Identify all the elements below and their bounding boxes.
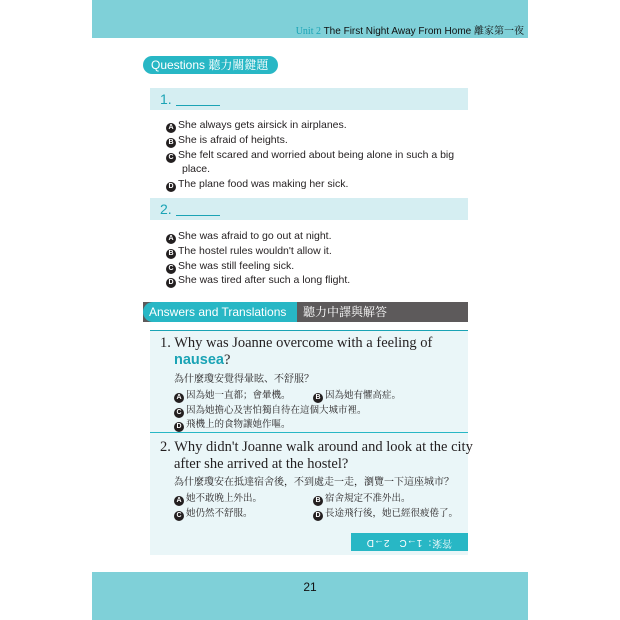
option-badge: D — [166, 182, 176, 192]
q2-option-b: B The hostel rules wouldn't allow it. — [166, 244, 332, 259]
option-badge: C — [166, 264, 176, 274]
a1-translation: 為什麼瓊安覺得暈眩、不舒服？ — [174, 374, 314, 385]
a1-question-line1: 1. Why was Joanne overcome with a feeling of — [160, 335, 433, 351]
a2-option-c: C 她仍然不舒服。 — [174, 505, 253, 521]
q2-option-c: C She was still feeling sick. — [166, 259, 294, 274]
a1-option-a: A 因為她一直都；會暈機。 — [174, 387, 291, 403]
a2-option-a: A 她不敢晚上外出。 — [174, 490, 262, 506]
unit-label: Unit 2 — [295, 26, 321, 37]
question-1-bar — [150, 88, 468, 110]
q2-option-a: A She was afraid to go out at night. — [166, 229, 332, 244]
q1-option-d: D The plane food was making her sick. — [166, 177, 348, 192]
a1-option-d: D 飛機上的食物讓她作嘔。 — [174, 416, 291, 432]
answer-divider — [150, 432, 468, 433]
a2-translation: 為什麼瓊安在抵達宿舍後，不到處走一走，瀏覽一下這座城市？ — [174, 477, 454, 488]
q1-option-c: C She felt scared and worried about being alone in such a big — [166, 148, 454, 163]
question-2-number: 2. — [150, 198, 468, 220]
running-header — [296, 22, 524, 37]
option-badge: D — [166, 278, 176, 288]
a1-option-c: C 因為她擔心及害怕獨自待在這個大城市裡。 — [174, 402, 367, 418]
answer-key-text: 答案：1→C 2→D — [366, 537, 453, 548]
option-badge: C — [166, 153, 176, 163]
answer-blank — [176, 93, 220, 106]
keyword: nausea — [174, 352, 224, 368]
a2-question-line2: after she arrived at the hostel? — [174, 456, 349, 472]
option-badge: B — [166, 249, 176, 259]
a1-question-line2: nausea? — [174, 352, 231, 368]
answers-heading-en: Answers and Translations — [143, 302, 297, 322]
a1-option-b: B 因為她有懼高症。 — [313, 387, 401, 403]
a2-question-line1: 2. Why didn't Joanne walk around and look at the city — [160, 439, 473, 455]
option-badge: A — [166, 234, 176, 244]
questions-heading: Questions 聽力關鍵題 — [143, 56, 278, 74]
answer-blank — [176, 203, 220, 216]
q1-option-c-continued: place. — [182, 163, 211, 175]
a2-option-b: B 宿舍規定不准外出。 — [313, 490, 411, 506]
option-badge: B — [166, 138, 176, 148]
answers-top-rule — [150, 330, 468, 331]
unit-title: The First Night Away From Home 離家第一夜 — [323, 26, 524, 37]
page-number: 21 — [303, 580, 317, 594]
a2-option-d: D 長途飛行後，她已經很疲倦了。 — [313, 505, 458, 521]
q1-option-b: B She is afraid of heights. — [166, 133, 288, 148]
question-1-number: 1. — [150, 88, 468, 110]
option-badge: A — [166, 123, 176, 133]
q1-option-a: A She always gets airsick in airplanes. — [166, 118, 347, 133]
q2-option-d: D She was tired after such a long flight. — [166, 273, 350, 288]
answers-heading-zh: 聽力中譯與解答 — [303, 305, 388, 319]
question-2-bar — [150, 198, 468, 220]
